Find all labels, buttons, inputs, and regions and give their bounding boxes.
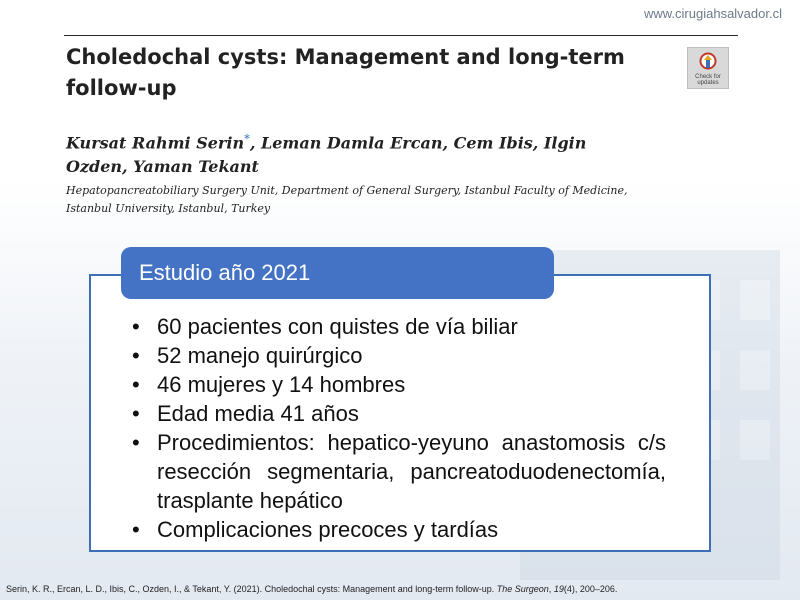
author-list	[66, 127, 626, 179]
list-item	[128, 515, 666, 544]
bullet-list	[128, 312, 666, 544]
bullet-marker: •	[132, 517, 140, 542]
citation-journal: The Surgeon	[496, 584, 549, 594]
list-item-text: 46 mujeres y 14 hombres	[157, 372, 406, 397]
citation-main: Serin, K. R., Ercan, L. D., Ibis, C., Ozden, I., & Tekant, Y. (2021). Choledochal cysts: Management and long-term follow-up.	[6, 584, 497, 594]
co-authors: , Leman Damla Ercan, Cem Ibis, Ilgin Ozden, Yaman Tekant	[66, 133, 587, 177]
badge-label-line1: Check for	[695, 74, 721, 80]
paper-title: Choledochal cysts: Management and long-term follow-up	[66, 45, 625, 100]
list-item	[128, 428, 666, 515]
list-item-text: Complicaciones precoces y tardías	[157, 517, 499, 542]
affiliation: Hepatopancreatobiliary Surgery Unit, Department of General Surgery, Istanbul Faculty of Medicine, Istanbul University, Istanbul, Turkey	[66, 184, 628, 215]
list-item-text: 52 manejo quirúrgico	[157, 343, 363, 368]
citation-rest: (4), 200–206.	[563, 584, 618, 594]
bullet-marker: •	[132, 314, 140, 339]
reference-citation	[6, 584, 796, 594]
list-item	[128, 370, 666, 399]
corresponding-author-marker: *	[244, 132, 250, 145]
bullet-marker: •	[132, 372, 140, 397]
list-item-text: 60 pacientes con quistes de vía biliar	[157, 314, 518, 339]
badge-label-line2: updates	[697, 80, 719, 86]
site-url: www.cirugiahsalvador.cl	[643, 6, 782, 21]
check-for-updates-badge[interactable]	[687, 47, 729, 89]
citation-sep: ,	[548, 584, 554, 594]
bullet-marker: •	[132, 401, 140, 426]
bullet-marker: •	[132, 343, 140, 368]
list-item-text: Edad media 41 años	[157, 401, 359, 426]
list-item	[128, 341, 666, 370]
list-item	[128, 312, 666, 341]
list-item-text: Procedimientos: hepatico-yeyuno anastomosis c/s resección segmentaria, pancreatoduodenectomía, trasplante hepático	[157, 430, 666, 513]
bullet-marker: •	[132, 430, 140, 455]
first-author: Kursat Rahmi Serin	[66, 133, 245, 153]
crossmark-icon	[699, 52, 717, 72]
content-box-heading: Estudio año 2021	[121, 247, 554, 299]
list-item	[128, 399, 666, 428]
header-divider	[64, 35, 738, 36]
citation-volume: 19	[553, 584, 564, 594]
